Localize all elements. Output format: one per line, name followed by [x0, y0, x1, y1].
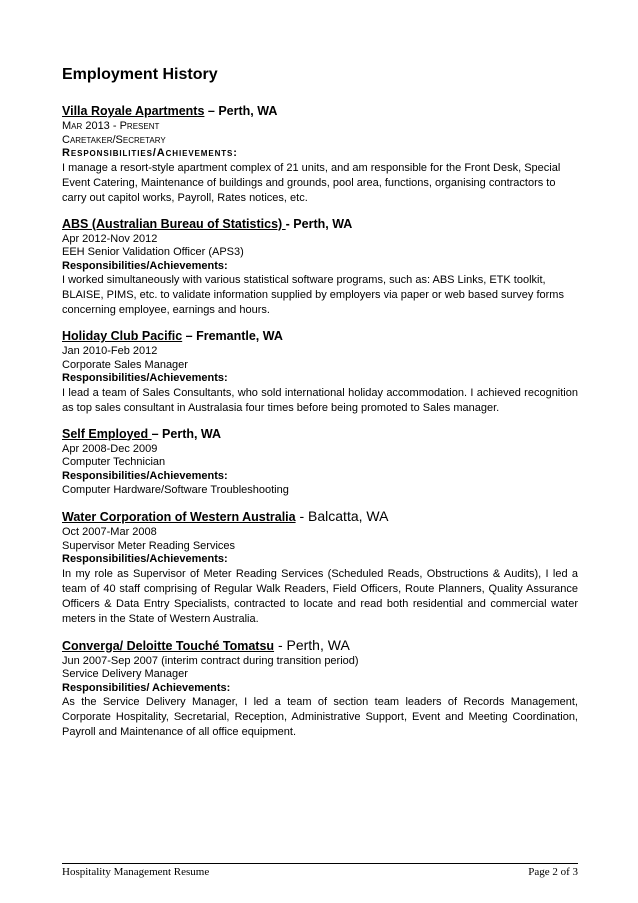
job-role: Supervisor Meter Reading Services [62, 539, 236, 552]
job-title [62, 328, 578, 344]
job-title [62, 426, 578, 442]
company-location: – Perth, WA [204, 104, 278, 118]
job-dates: Jan 2010-Feb 2012 [62, 345, 158, 357]
job-title [62, 103, 578, 119]
responsibilities-label: Responsibilities/Achievements: [62, 469, 228, 482]
company-name: Converga/ Deloitte Touché Tomatsu [62, 638, 275, 653]
job-entry-holiday-club [62, 328, 578, 416]
company-location: – Perth, WA [151, 426, 222, 441]
section-heading: Employment History [62, 66, 218, 83]
responsibilities-label: Responsibilities/ Achievements: [62, 681, 231, 694]
page-footer [62, 866, 578, 878]
footer-document-title: Hospitality Management Resume [62, 866, 210, 878]
footer-page-number: Page 2 of 3 [528, 866, 578, 878]
job-description: Computer Hardware/Software Troubleshooting [62, 484, 289, 496]
job-dates: Oct 2007-Mar 2008 [62, 526, 157, 538]
job-dates: Mar 2013 - Present [62, 120, 160, 132]
job-description: I worked simultaneously with various statistical software programs, such as: ABS Links, ETK toolkit, BLAISE, PIMS, etc. to validate information supplied by employers via paper or web based survey forms concerning employee, earnings and hours. [62, 274, 564, 316]
company-name: Villa Royale Apartments [62, 104, 205, 118]
job-description: I lead a team of Sales Consultants, who sold international holiday accommodation. I achieved recognition as top sales consultant in Australasia four times before being promoted to Sales manager. [62, 386, 578, 414]
job-dates: Apr 2008-Dec 2009 [62, 442, 158, 455]
company-location: - Perth, WA [274, 636, 350, 653]
company-location: - Perth, WA [285, 216, 353, 231]
job-entry-water-corporation [62, 508, 578, 627]
job-entry-abs [62, 216, 578, 319]
job-role: EEH Senior Validation Officer (APS3) [62, 246, 244, 258]
job-entry-converga [62, 637, 578, 741]
job-dates: Apr 2012-Nov 2012 [62, 232, 158, 245]
job-role: Service Delivery Manager [62, 668, 188, 680]
company-name: Self Employed [62, 426, 152, 441]
job-dates: Jun 2007-Sep 2007 (interim contract during transition period) [62, 654, 359, 667]
job-entry-villa-royale [62, 103, 578, 206]
responsibilities-label: Responsibilities/Achievements: [62, 553, 228, 565]
job-description: I manage a resort-style apartment complex of 21 units, and am responsible for the Front Desk, Special Event Catering, Maintenance of buildings and grounds, pool area, functions, organising contractors to carry out capitol works, Payroll, Rates notices, etc. [62, 161, 561, 204]
job-title [62, 637, 578, 654]
job-role: Computer Technician [62, 456, 166, 468]
job-description: In my role as Supervisor of Meter Reading Services (Scheduled Reads, Obstructions & Audits), I led a team of 40 staff comprising of Regular Walk Readers, Field Officers, Route Planners, Quality Assurance Officers & Data Entry Specialists, contracted to locate and read both residential and commercial water meters in the State of Western Australia. [62, 567, 578, 625]
company-name: ABS (Australian Bureau of Statistics) [62, 216, 286, 231]
company-location: - Balcatta, WA [295, 508, 389, 524]
job-role: Corporate Sales Manager [62, 358, 188, 371]
job-description: As the Service Delivery Manager, I led a team of section team leaders of Records Management, Corporate Hospitality, Secretarial, Reception, Administrative Support, Event and Meeting Coordination, Payroll and Maintenance of all office equipment. [62, 696, 578, 738]
responsibilities-label: Responsibilities/Achievements: [62, 372, 228, 384]
responsibilities-label: Responsibilities/Achievements: [62, 259, 228, 272]
company-name: Holiday Club Pacific [62, 329, 183, 343]
resume-page [62, 66, 578, 750]
responsibilities-label: Responsibilities/Achievements: [62, 147, 238, 159]
footer-divider [62, 863, 578, 864]
job-title [62, 508, 578, 525]
company-name: Water Corporation of Western Australia [62, 510, 296, 524]
company-location: – Fremantle, WA [182, 329, 283, 343]
job-role: Caretaker/Secretary [62, 133, 166, 146]
job-title [62, 216, 578, 232]
job-entry-self-employed [62, 426, 578, 499]
